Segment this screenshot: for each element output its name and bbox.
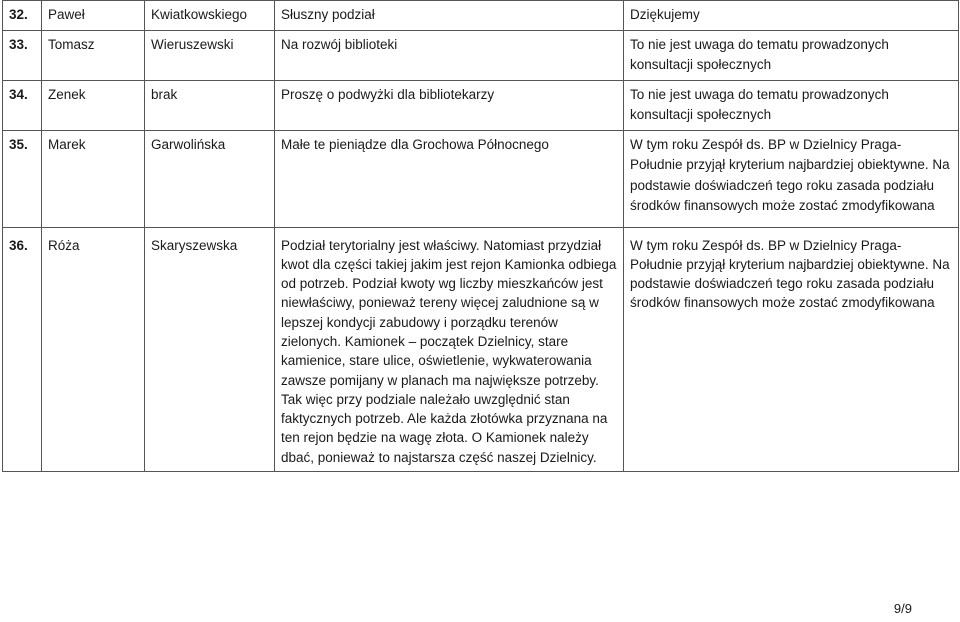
first-name: Marek xyxy=(42,130,145,227)
row-number: 33. xyxy=(3,30,42,80)
last-name: Garwolińska xyxy=(145,130,275,227)
row-number: 34. xyxy=(3,80,42,130)
table-row xyxy=(3,130,959,227)
first-name: Tomasz xyxy=(42,30,145,80)
row-number: 32. xyxy=(3,1,42,31)
first-name: Paweł xyxy=(42,1,145,31)
row-number: 35. xyxy=(3,130,42,227)
page-number: 9/9 xyxy=(893,601,912,616)
response: Dziękujemy xyxy=(624,1,959,31)
table-row xyxy=(3,80,959,130)
response: W tym roku Zespół ds. BP w Dzielnicy Praga-Południe przyjął kryterium najbardziej obiektywne. Na podstawie doświadczeń tego roku zasada podziału środków finansowych może zostać zmodyfikowana xyxy=(624,130,959,227)
row-number: 36. xyxy=(3,227,42,472)
last-name: Skaryszewska xyxy=(145,227,275,472)
last-name: Wieruszewski xyxy=(145,30,275,80)
table-row xyxy=(3,227,959,472)
response: To nie jest uwaga do tematu prowadzonych konsultacji społecznych xyxy=(624,80,959,130)
table-row xyxy=(3,1,959,31)
first-name: Zenek xyxy=(42,80,145,130)
comment: Małe te pieniądze dla Grochowa Północnego xyxy=(275,130,624,227)
response: W tym roku Zespół ds. BP w Dzielnicy Praga-Południe przyjął kryterium najbardziej obiektywne. Na podstawie doświadczeń tego roku zasada podziału środków finansowych może zostać zmodyfikowana xyxy=(624,227,959,472)
first-name: Róża xyxy=(42,227,145,472)
comment: Podział terytorialny jest właściwy. Natomiast przydział kwot dla części takiej jakim jest rejon Kamionka odbiega od potrzeb. Podział kwoty wg liczby mieszkańców jest niewłaściwy, ponieważ tereny więcej zaludnione są w lepszej kondycji zabudowy i porządku terenów zielonych. Kamionek – początek Dzielnicy, stare kamienice, stare ulice, oświetlenie, wykwaterowania zawsze pomijany w planach ma największe potrzeby. Tak więc przy podziale należało uwzględnić stan faktycznych potrzeb. Ale każda złotówka przyznana na ten rejon będzie na wagę złota. O Kamionek należy dbać, ponieważ to najstarsza część naszej Dzielnicy. xyxy=(275,227,624,472)
comment: Słuszny podział xyxy=(275,1,624,31)
comment: Na rozwój biblioteki xyxy=(275,30,624,80)
table-row xyxy=(3,30,959,80)
comment: Proszę o podwyżki dla bibliotekarzy xyxy=(275,80,624,130)
response: To nie jest uwaga do tematu prowadzonych konsultacji społecznych xyxy=(624,30,959,80)
last-name: Kwiatkowskiego xyxy=(145,1,275,31)
last-name: brak xyxy=(145,80,275,130)
consultation-table xyxy=(2,0,959,472)
